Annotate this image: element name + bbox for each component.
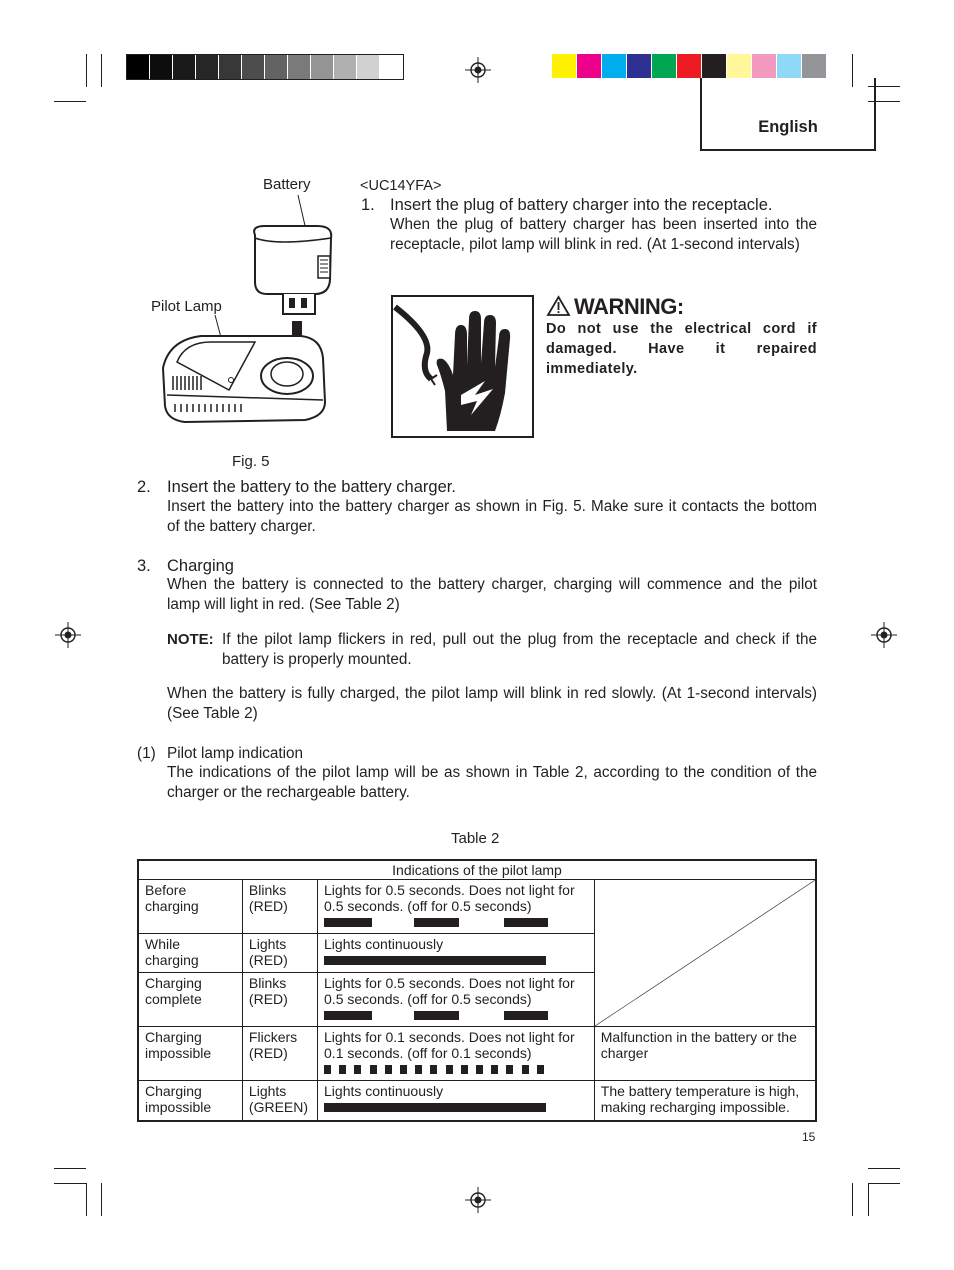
- diagonal-slash: [595, 880, 815, 1026]
- description-cell: [318, 880, 595, 934]
- electric-shock-warning-icon: [391, 295, 534, 438]
- step1-title: Insert the plug of battery charger into the receptacle.: [390, 196, 773, 214]
- calibration-swatch: [677, 54, 701, 78]
- calibration-swatch: [380, 55, 402, 79]
- state-cell: Blinks (RED): [242, 880, 317, 934]
- step1-number: 1.: [361, 196, 375, 214]
- pilot-lamp-label: Pilot Lamp: [151, 298, 222, 315]
- step2-title: Insert the battery to the battery charger.: [167, 478, 456, 496]
- lamp-on-segment: [476, 1065, 483, 1074]
- lamp-on-segment: [461, 1065, 468, 1074]
- note-label: NOTE:: [167, 631, 214, 648]
- flicker-pattern: [324, 1065, 588, 1075]
- calibration-swatch: [552, 54, 576, 78]
- registration-mark-top: [465, 57, 491, 83]
- calibration-swatch: [752, 54, 776, 78]
- sub1-number: (1): [137, 745, 156, 762]
- condition-cell: Charging impossible: [138, 1027, 242, 1081]
- lamp-on-segment: [324, 1011, 372, 1020]
- model-label: <UC14YFA>: [360, 178, 442, 194]
- lamp-on-segment: [504, 1011, 548, 1020]
- calibration-swatch: [602, 54, 626, 78]
- description-cell: [318, 1081, 595, 1121]
- calibration-swatch: [357, 55, 379, 79]
- condition-cell: Charging impossible: [138, 1081, 242, 1121]
- figure-caption: Fig. 5: [232, 453, 270, 470]
- blink-pattern: [324, 918, 590, 928]
- registration-mark-left: [55, 622, 81, 648]
- calibration-swatch: [173, 55, 195, 79]
- lamp-on-segment: [324, 918, 372, 927]
- lamp-on-segment: [446, 1065, 453, 1074]
- calibration-swatch: [242, 55, 264, 79]
- state-cell: Lights (GREEN): [242, 1081, 317, 1121]
- step3-title: Charging: [167, 557, 234, 575]
- blink-pattern: [324, 1011, 588, 1021]
- lamp-on-segment: [324, 956, 546, 965]
- calibration-swatch: [702, 54, 726, 78]
- calibration-swatch: [265, 55, 287, 79]
- note-text: If the pilot lamp flickers in red, pull out the plug from the receptacle and check if the battery is properly mounted.: [222, 631, 817, 668]
- lamp-on-segment: [522, 1065, 529, 1074]
- table-header: Indications of the pilot lamp: [138, 860, 816, 880]
- registration-mark-right: [871, 622, 897, 648]
- description-text: Lights continuously: [324, 1083, 444, 1099]
- description-cell: [318, 973, 595, 1027]
- battery-charger-illustration: [155, 190, 335, 448]
- step2-number: 2.: [137, 478, 151, 496]
- lamp-on-segment: [537, 1065, 544, 1074]
- description-cell: [318, 934, 595, 973]
- state-cell: Blinks (RED): [242, 973, 317, 1027]
- warning-title: WARNING:: [574, 294, 684, 319]
- lamp-on-segment: [491, 1065, 498, 1074]
- lamp-on-segment: [385, 1065, 392, 1074]
- continuous-pattern: [324, 1103, 588, 1113]
- table-row: [138, 1027, 816, 1081]
- lamp-on-segment: [339, 1065, 346, 1074]
- table-caption: Table 2: [451, 830, 500, 847]
- state-cell: Flickers (RED): [242, 1027, 317, 1081]
- lamp-on-segment: [324, 1103, 546, 1112]
- description-text: Lights for 0.5 seconds. Does not light for 0.5 seconds. (off for 0.5 seconds): [324, 882, 575, 914]
- table-row: [138, 880, 816, 934]
- battery-label: Battery: [263, 176, 311, 193]
- warning-triangle-icon: [546, 295, 571, 317]
- language-label: English: [758, 118, 818, 136]
- step1-text: When the plug of battery charger has been inserted into the receptacle, pilot lamp will blink in red. (At 1-second intervals): [390, 216, 817, 253]
- page-number: 15: [802, 1130, 816, 1144]
- registration-mark-bottom: [465, 1187, 491, 1213]
- description-text: Lights for 0.5 seconds. Does not light for 0.5 seconds. (off for 0.5 seconds): [324, 975, 575, 1007]
- calibration-swatch: [196, 55, 218, 79]
- lamp-on-segment: [504, 918, 548, 927]
- calibration-swatch: [334, 55, 356, 79]
- lamp-on-segment: [430, 1065, 437, 1074]
- calibration-swatch: [311, 55, 333, 79]
- color-calibration-bar: [552, 54, 827, 78]
- calibration-swatch: [652, 54, 676, 78]
- condition-cell: Before charging: [138, 880, 242, 934]
- description-text: Lights continuously: [324, 936, 444, 952]
- step2-text: Insert the battery into the battery charger as shown in Fig. 5. Make sure it contacts the bottom of the battery charger.: [167, 498, 817, 535]
- sub1-text: The indications of the pilot lamp will be as shown in Table 2, according to the condition of the charger or the rechargeable battery.: [167, 764, 817, 801]
- step3-text2: When the battery is fully charged, the pilot lamp will blink in red slowly. (At 1-second intervals) (See Table 2): [167, 685, 817, 722]
- lamp-on-segment: [370, 1065, 377, 1074]
- lamp-on-segment: [415, 1065, 422, 1074]
- lamp-on-segment: [324, 1065, 331, 1074]
- calibration-swatch: [127, 55, 149, 79]
- lamp-on-segment: [414, 918, 459, 927]
- step3-text: When the battery is connected to the battery charger, charging will commence and the pilot lamp will light in red. (See Table 2): [167, 576, 817, 613]
- remark-cell: Malfunction in the battery or the charger: [594, 1027, 816, 1081]
- state-cell: Lights (RED): [242, 934, 317, 973]
- grayscale-calibration-bar: [126, 54, 404, 80]
- calibration-swatch: [627, 54, 651, 78]
- calibration-swatch: [577, 54, 601, 78]
- lamp-on-segment: [414, 1011, 459, 1020]
- step3-number: 3.: [137, 557, 151, 575]
- continuous-pattern: [324, 956, 588, 966]
- pilot-lamp-table: [137, 859, 817, 1122]
- remark-cell-diagonal: [594, 880, 816, 1027]
- calibration-swatch: [219, 55, 241, 79]
- calibration-swatch: [777, 54, 801, 78]
- remark-cell: The battery temperature is high, making recharging impossible.: [594, 1081, 816, 1121]
- lamp-on-segment: [400, 1065, 407, 1074]
- condition-cell: Charging complete: [138, 973, 242, 1027]
- warning-text: Do not use the electrical cord if damaged. Have it repaired immediately.: [546, 321, 817, 377]
- calibration-swatch: [727, 54, 751, 78]
- calibration-swatch: [150, 55, 172, 79]
- sub1-title: Pilot lamp indication: [167, 745, 304, 762]
- calibration-swatch: [288, 55, 310, 79]
- condition-cell: While charging: [138, 934, 242, 973]
- lamp-on-segment: [354, 1065, 361, 1074]
- calibration-swatch: [802, 54, 826, 78]
- lamp-on-segment: [506, 1065, 513, 1074]
- language-tab: [700, 78, 876, 151]
- table-row: [138, 1081, 816, 1121]
- description-cell: [318, 1027, 595, 1081]
- description-text: Lights for 0.1 seconds. Does not light for 0.1 seconds. (off for 0.1 seconds): [324, 1029, 575, 1061]
